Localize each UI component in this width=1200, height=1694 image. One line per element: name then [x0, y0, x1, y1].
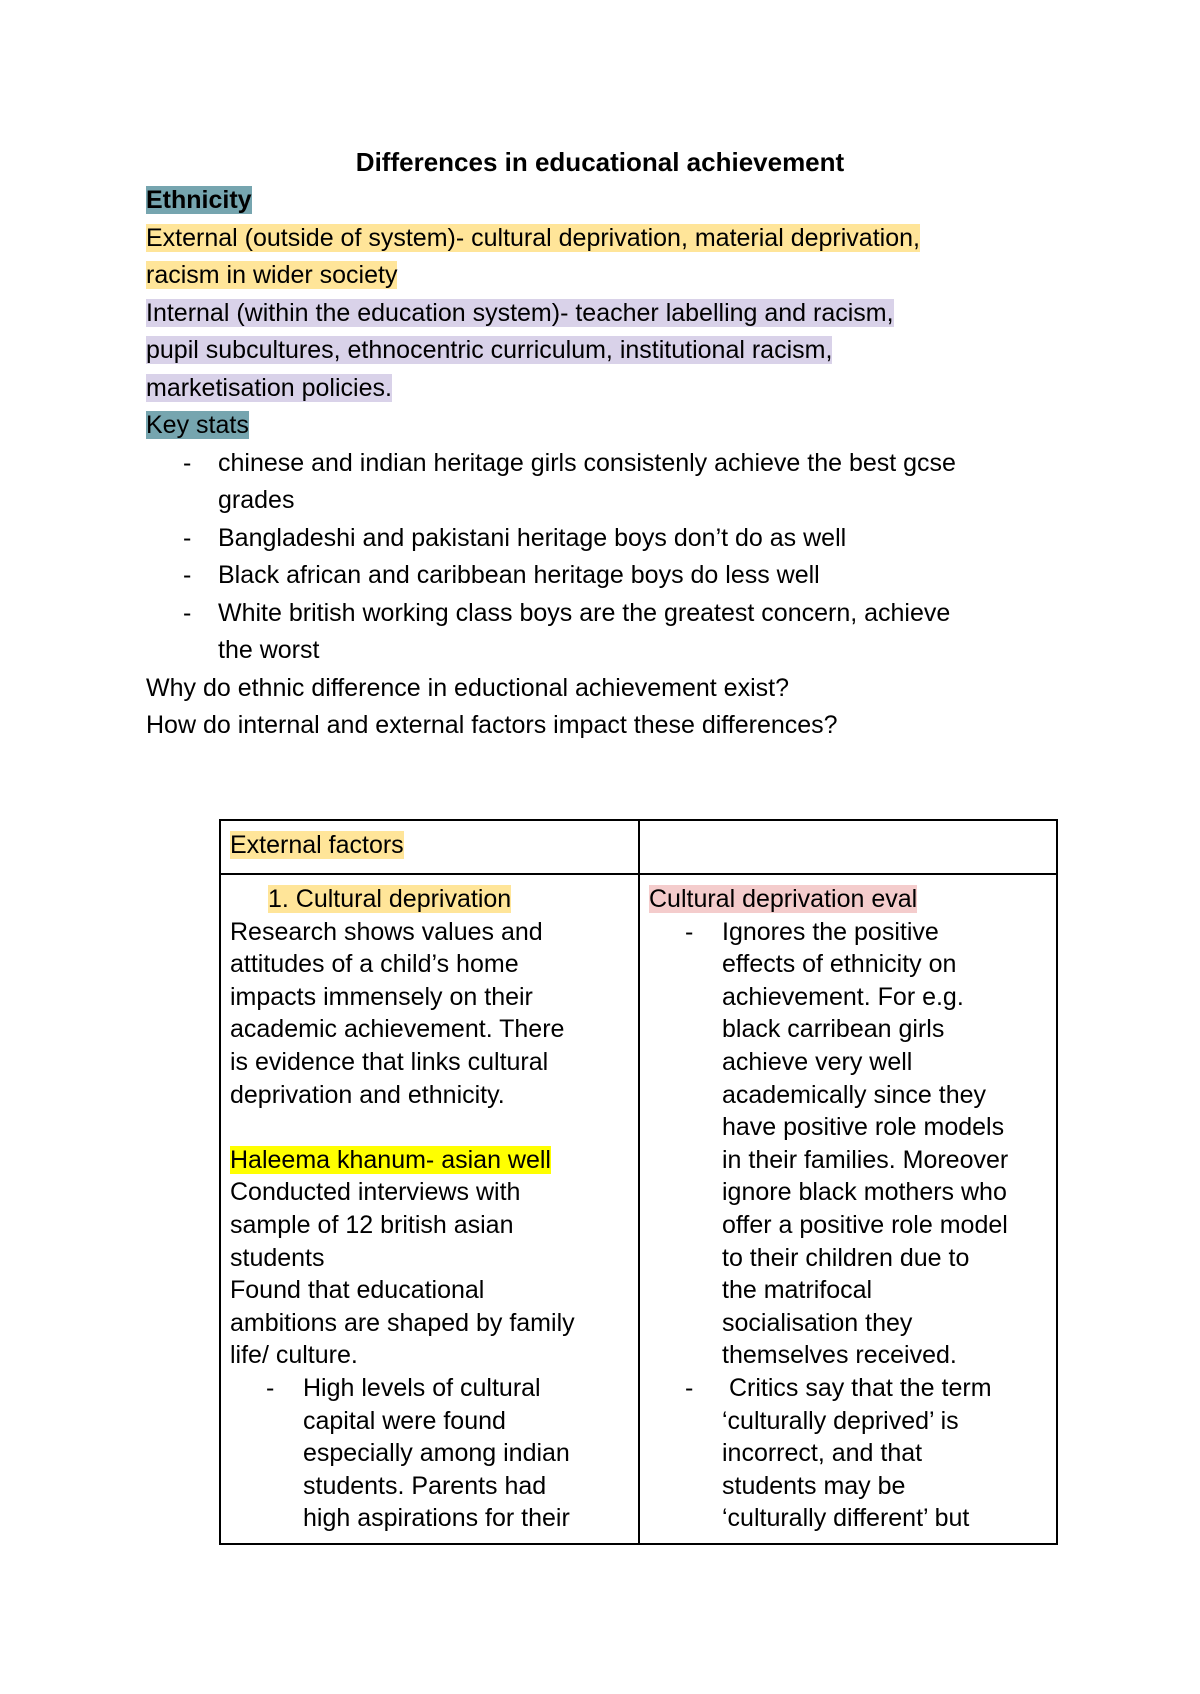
cell-text-line: ambitions are shaped by family [230, 1308, 575, 1337]
list-item-line: Ignores the positive [722, 917, 939, 946]
external-factors-heading: External factors [230, 831, 404, 859]
table-row [220, 874, 1057, 1544]
list-item-line: ignore black mothers who [722, 1178, 1007, 1207]
document-body [146, 182, 1076, 745]
list-item-line: ‘culturally deprived’ is [722, 1406, 959, 1435]
document-title: Differences in educational achievement [355, 147, 845, 177]
cell-text-line: impacts immensely on their [230, 982, 533, 1011]
list-item-line: grades [218, 486, 295, 514]
list-item-line: in their families. Moreover [722, 1145, 1009, 1174]
list-item-line: to their children due to [722, 1243, 970, 1272]
list-item-line: high aspirations for their [303, 1504, 570, 1533]
table-cell-left [220, 874, 639, 1544]
cell-text-line: Found that educational [230, 1276, 485, 1305]
list-item [649, 916, 1048, 1372]
cell-text-line: is evidence that links cultural [230, 1047, 549, 1076]
list-item-line: the matrifocal [722, 1276, 873, 1305]
spacer [230, 1111, 630, 1144]
table-header-row [220, 820, 1057, 874]
internal-line-1: Internal (within the education system)- teacher labelling and racism, [146, 298, 894, 327]
cell-text-line: academic achievement. There [230, 1015, 565, 1044]
list-item-line: have positive role models [722, 1113, 1005, 1142]
list-item [146, 520, 1076, 558]
list-item [146, 557, 1076, 595]
list-item [649, 1372, 1048, 1535]
cell-text-line: Research shows values and [230, 917, 543, 946]
dash-bullet: - [183, 598, 192, 627]
dash-bullet: - [266, 1373, 275, 1402]
ethnicity-heading: Ethnicity [146, 186, 252, 214]
key-stats-heading: Key stats [146, 411, 249, 439]
factors-table [219, 819, 1058, 1545]
list-item-line: achievement. For e.g. [722, 982, 964, 1011]
external-line-2: racism in wider society [146, 261, 398, 289]
list-item-line: students. Parents had [303, 1471, 547, 1500]
list-item-line: students may be [722, 1471, 906, 1500]
list-item [230, 1372, 630, 1535]
list-item-line: academically since they [722, 1080, 987, 1109]
list-item-line: High levels of cultural [303, 1373, 541, 1402]
list-item-line: Black african and caribbean heritage boys do less well [218, 561, 820, 589]
list-item-line: black carribean girls [722, 1015, 945, 1044]
list-item-line: socialisation they [722, 1308, 913, 1337]
dash-bullet: - [183, 523, 192, 552]
cell-text-line: deprivation and ethnicity. [230, 1080, 505, 1109]
list-item-line: offer a positive role model [722, 1210, 1008, 1239]
eval-heading: Cultural deprivation eval [649, 885, 918, 913]
list-item-line: effects of ethnicity on [722, 950, 957, 979]
dash-bullet: - [685, 917, 694, 946]
internal-line-3: marketisation policies. [146, 373, 392, 402]
internal-line-2: pupil subcultures, ethnocentric curriculum, institutional racism, [146, 336, 833, 364]
question-2: How do internal and external factors impact these differences? [146, 711, 838, 739]
list-item [146, 595, 1076, 670]
table-cell-right [639, 874, 1057, 1544]
cell-text-line: students [230, 1243, 325, 1272]
external-line-1: External (outside of system)- cultural deprivation, material deprivation, [146, 223, 920, 252]
right-bullet-list [649, 916, 1048, 1535]
cell-text-line: life/ culture. [230, 1341, 358, 1370]
dash-bullet: - [183, 561, 192, 589]
table-header-cell-left [220, 820, 639, 874]
left-bullet-list [230, 1372, 630, 1535]
list-item [146, 445, 1076, 520]
cell-text-line: Conducted interviews with [230, 1178, 521, 1207]
cultural-deprivation-heading: 1. Cultural deprivation [268, 885, 512, 913]
table-header-cell-right [639, 820, 1057, 874]
cell-text-line: attitudes of a child’s home [230, 950, 519, 979]
dash-bullet: - [685, 1373, 694, 1402]
list-item-line: achieve very well [722, 1047, 913, 1076]
study-heading: Haleema khanum- asian well [230, 1145, 551, 1174]
dash-bullet: - [183, 448, 192, 477]
list-item-line: chinese and indian heritage girls consistenly achieve the best gcse [218, 448, 956, 477]
list-item-line: capital were found [303, 1406, 506, 1435]
list-item-line: the worst [218, 636, 320, 664]
list-item-line: Critics say that the term [722, 1373, 992, 1402]
list-item-line: incorrect, and that [722, 1439, 923, 1468]
list-item-line: ‘culturally different’ but [722, 1504, 970, 1533]
list-item-line: Bangladeshi and pakistani heritage boys don’t do as well [218, 523, 847, 552]
question-1: Why do ethnic difference in eductional achievement exist? [146, 673, 789, 702]
cell-text-line: sample of 12 british asian [230, 1210, 514, 1239]
list-item-line: themselves received. [722, 1341, 957, 1370]
list-item-line: White british working class boys are the greatest concern, achieve [218, 598, 951, 627]
list-item-line: especially among indian [303, 1439, 570, 1468]
key-stats-list [146, 445, 1076, 670]
